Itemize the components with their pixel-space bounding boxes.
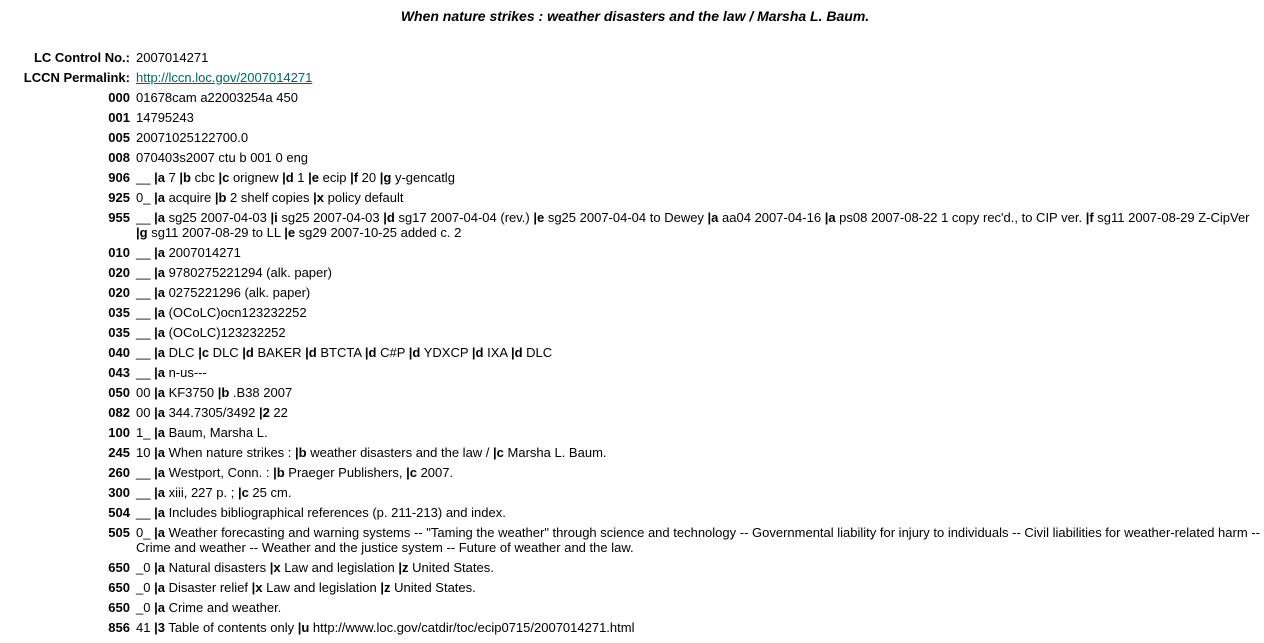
subfield-code: |a bbox=[154, 365, 165, 380]
subfield-code: |b bbox=[273, 465, 285, 480]
subfield-code: |a bbox=[154, 285, 165, 300]
lccn-permalink-row bbox=[8, 70, 1262, 85]
marc-field-row bbox=[8, 485, 1262, 500]
marc-tag: 300 bbox=[108, 485, 130, 500]
marc-tag: 650 bbox=[108, 600, 130, 615]
subfield-code: |d bbox=[242, 345, 254, 360]
marc-tag: 020 bbox=[108, 285, 130, 300]
marc-field-value: 01678cam a22003254a 450 bbox=[136, 90, 298, 105]
subfield-code: |a bbox=[154, 465, 165, 480]
subfield-code: |a bbox=[154, 505, 165, 520]
marc-tag: 504 bbox=[108, 505, 130, 520]
lccn-permalink-value bbox=[136, 70, 1262, 85]
subfield-code: |d bbox=[364, 345, 377, 360]
marc-field-row bbox=[8, 560, 1262, 575]
marc-field-value: 00 |a 344.7305/3492 |2 22 bbox=[136, 405, 288, 420]
subfield-code: |a bbox=[154, 425, 165, 440]
marc-tag: 001 bbox=[108, 110, 130, 125]
marc-tag: 040 bbox=[108, 345, 130, 360]
marc-field-value: __ |a (OCoLC)123232252 bbox=[136, 325, 286, 340]
marc-field-row bbox=[8, 620, 1262, 635]
lc-control-value: 2007014271 bbox=[136, 50, 209, 65]
subfield-code: |z bbox=[380, 580, 391, 595]
subfield-code: |a bbox=[154, 600, 165, 615]
subfield-code: |c bbox=[198, 345, 210, 360]
marc-field-row bbox=[8, 600, 1262, 615]
marc-tag: 906 bbox=[108, 170, 130, 185]
marc-tag: 008 bbox=[108, 150, 130, 165]
subfield-code: |b bbox=[217, 385, 230, 400]
subfield-code: |c bbox=[406, 465, 417, 480]
marc-tag: 000 bbox=[108, 90, 130, 105]
subfield-code: |d bbox=[510, 345, 523, 360]
marc-field-row bbox=[8, 385, 1262, 400]
subfield-code: |b bbox=[214, 190, 227, 205]
marc-tag: 955 bbox=[108, 210, 130, 225]
marc-field-value: __ |a 0275221296 (alk. paper) bbox=[136, 285, 311, 300]
marc-field-row bbox=[8, 325, 1262, 340]
marc-field-row bbox=[8, 265, 1262, 280]
marc-field-value: _0 |a Crime and weather. bbox=[136, 600, 282, 615]
subfield-code: |c bbox=[218, 170, 230, 185]
subfield-code: |a bbox=[154, 525, 165, 540]
marc-field-row bbox=[8, 345, 1262, 360]
marc-field-value: __ |a xiii, 227 p. ; |c 25 cm. bbox=[136, 485, 292, 500]
marc-field-value: 0_ |a acquire |b 2 shelf copies |x policy default bbox=[136, 190, 404, 205]
subfield-code: |e bbox=[533, 210, 545, 225]
subfield-code: |a bbox=[154, 405, 165, 420]
marc-field-value: __ |a n-us--- bbox=[136, 365, 207, 380]
subfield-code: |a bbox=[154, 325, 165, 340]
subfield-code: |x bbox=[251, 580, 263, 595]
subfield-code: |a bbox=[154, 170, 165, 185]
subfield-code: |a bbox=[154, 210, 165, 225]
lc-control-row bbox=[8, 50, 1262, 65]
marc-field-row bbox=[8, 210, 1262, 240]
subfield-code: |g bbox=[379, 170, 392, 185]
subfield-code: |f bbox=[350, 170, 359, 185]
marc-field-value: 00 |a KF3750 |b .B38 2007 bbox=[136, 385, 293, 400]
subfield-code: |b bbox=[295, 445, 307, 460]
marc-tag: 260 bbox=[108, 465, 130, 480]
marc-tag: 005 bbox=[108, 130, 130, 145]
subfield-code: |3 bbox=[154, 620, 165, 635]
marc-field-row bbox=[8, 285, 1262, 300]
marc-field-value: 20071025122700.0 bbox=[136, 130, 249, 145]
subfield-code: |a bbox=[154, 445, 165, 460]
subfield-code: |d bbox=[408, 345, 421, 360]
lccn-permalink-link[interactable]: http://lccn.loc.gov/2007014271 bbox=[136, 70, 313, 85]
marc-field-value: __ |a (OCoLC)ocn123232252 bbox=[136, 305, 307, 320]
marc-field-value: __ |a 2007014271 bbox=[136, 245, 241, 260]
marc-field-value: _0 |a Disaster relief |x Law and legislation |z United States. bbox=[136, 580, 476, 595]
marc-record-page bbox=[0, 8, 1264, 635]
subfield-code: |a bbox=[154, 190, 165, 205]
marc-field-row bbox=[8, 365, 1262, 380]
subfield-code: |i bbox=[270, 210, 278, 225]
marc-field-row bbox=[8, 170, 1262, 185]
marc-tag: 035 bbox=[108, 325, 130, 340]
marc-field-row bbox=[8, 425, 1262, 440]
marc-field-value: 14795243 bbox=[136, 110, 194, 125]
marc-tag: 245 bbox=[108, 445, 130, 460]
marc-tag: 925 bbox=[108, 190, 130, 205]
subfield-code: |z bbox=[398, 560, 409, 575]
marc-tag: 050 bbox=[108, 385, 130, 400]
marc-field-value: __ |a sg25 2007-04-03 |i sg25 2007-04-03 |d sg17 2007-04-04 (rev.) |e sg25 2007-04-04 to Dewey |a aa04 2007-04-16 |a ps08 2007-08-22 1 copy rec'd., to CIP ver. |f sg11 2007-08-29 Z-CipVer |g sg11 2007-08-29 to LL |e sg29 2007-10-25 added c. 2 bbox=[136, 210, 1250, 240]
subfield-code: |d bbox=[471, 345, 484, 360]
marc-field-row bbox=[8, 525, 1262, 555]
marc-field-list bbox=[8, 90, 1262, 635]
subfield-code: |a bbox=[154, 485, 165, 500]
lc-control-label: LC Control No.: bbox=[33, 50, 130, 65]
marc-tag: 650 bbox=[108, 580, 130, 595]
subfield-code: |d bbox=[282, 170, 294, 185]
marc-field-row bbox=[8, 305, 1262, 320]
marc-field-value: __ |a 9780275221294 (alk. paper) bbox=[136, 265, 332, 280]
marc-tag: 650 bbox=[108, 560, 130, 575]
subfield-code: |x bbox=[313, 190, 324, 205]
subfield-code: |d bbox=[383, 210, 395, 225]
marc-field-value: 1_ |a Baum, Marsha L. bbox=[136, 425, 268, 440]
subfield-code: |a bbox=[154, 265, 165, 280]
marc-field-row bbox=[8, 465, 1262, 480]
subfield-code: |c bbox=[493, 445, 504, 460]
marc-tag: 035 bbox=[108, 305, 130, 320]
marc-field-row bbox=[8, 580, 1262, 595]
marc-tag: 010 bbox=[108, 245, 130, 260]
subfield-code: |a bbox=[824, 210, 836, 225]
subfield-code: |a bbox=[154, 560, 165, 575]
subfield-code: |a bbox=[154, 305, 165, 320]
marc-field-row bbox=[8, 245, 1262, 260]
record-title: When nature strikes : weather disasters and the law / Marsha L. Baum. bbox=[400, 8, 870, 24]
subfield-code: |c bbox=[237, 485, 249, 500]
marc-field-row bbox=[8, 150, 1262, 165]
subfield-code: |a bbox=[154, 385, 165, 400]
marc-field-value: 0_ |a Weather forecasting and warning systems -- "Taming the weather" through science and technology -- Governmental liability for injury to individuals -- Civil liabilities for weather-related harm -- Crime and weather -- Weather and the justice system -- Future of weather and the law. bbox=[136, 525, 1260, 555]
subfield-code: |g bbox=[136, 225, 148, 240]
marc-field-value: __ |a 7 |b cbc |c orignew |d 1 |e ecip |f 20 |g y-gencatlg bbox=[136, 170, 455, 185]
marc-field-row bbox=[8, 505, 1262, 520]
marc-tag: 856 bbox=[108, 620, 130, 635]
marc-tag: 100 bbox=[108, 425, 130, 440]
subfield-code: |a bbox=[154, 345, 165, 360]
subfield-code: |a bbox=[154, 580, 165, 595]
marc-field-row bbox=[8, 110, 1262, 125]
marc-field-row bbox=[8, 190, 1262, 205]
lccn-permalink-label: LCCN Permalink: bbox=[23, 70, 130, 85]
marc-field-value: __ |a DLC |c DLC |d BAKER |d BTCTA |d C#P |d YDXCP |d IXA |d DLC bbox=[136, 345, 553, 360]
subfield-code: |a bbox=[707, 210, 719, 225]
marc-field-value: __ |a Westport, Conn. : |b Praeger Publishers, |c 2007. bbox=[136, 465, 454, 480]
subfield-code: |e bbox=[284, 225, 296, 240]
subfield-code: |2 bbox=[258, 405, 270, 420]
marc-field-value: __ |a Includes bibliographical references (p. 211-213) and index. bbox=[136, 505, 506, 520]
marc-field-value: 070403s2007 ctu b 001 0 eng bbox=[136, 150, 309, 165]
marc-field-row bbox=[8, 130, 1262, 145]
subfield-code: |b bbox=[179, 170, 191, 185]
subfield-code: |a bbox=[154, 245, 165, 260]
marc-field-row bbox=[8, 90, 1262, 105]
marc-tag: 020 bbox=[108, 265, 130, 280]
subfield-code: |u bbox=[297, 620, 310, 635]
marc-field-value: 10 |a When nature strikes : |b weather disasters and the law / |c Marsha L. Baum. bbox=[136, 445, 607, 460]
marc-field-row bbox=[8, 445, 1262, 460]
subfield-code: |x bbox=[269, 560, 281, 575]
marc-tag: 082 bbox=[108, 405, 130, 420]
marc-field-value: 41 |3 Table of contents only |u http://www.loc.gov/catdir/toc/ecip0715/2007014271.html bbox=[136, 620, 635, 635]
marc-tag: 043 bbox=[108, 365, 130, 380]
marc-field-value: _0 |a Natural disasters |x Law and legislation |z United States. bbox=[136, 560, 494, 575]
subfield-code: |d bbox=[305, 345, 317, 360]
marc-tag: 505 bbox=[108, 525, 130, 540]
subfield-code: |e bbox=[308, 170, 320, 185]
marc-field-row bbox=[8, 405, 1262, 420]
subfield-code: |f bbox=[1085, 210, 1094, 225]
